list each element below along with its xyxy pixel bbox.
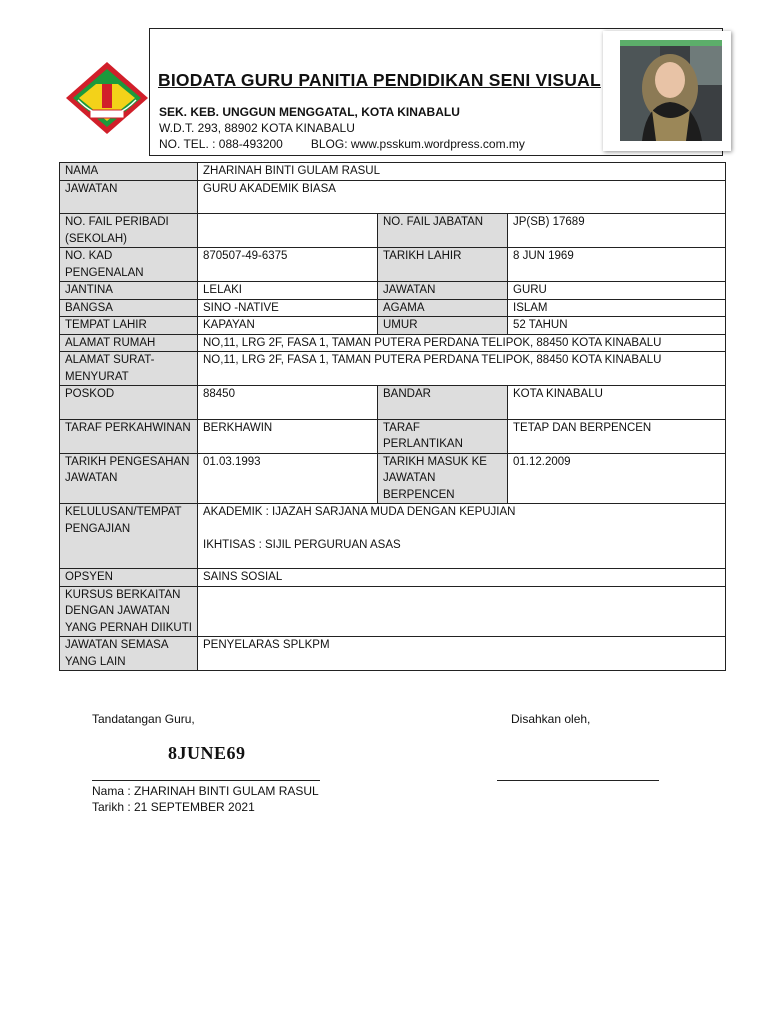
teacher-photo-frame bbox=[603, 31, 731, 151]
value-kad-pengenalan: 870507-49-6375 bbox=[198, 248, 378, 282]
table-row-opsyen bbox=[60, 569, 726, 587]
value-bangsa: SINO -NATIVE bbox=[198, 299, 378, 317]
table-row-tempat-lahir bbox=[60, 317, 726, 335]
table-row-kelulusan bbox=[60, 504, 726, 569]
biodata-table bbox=[59, 162, 726, 671]
school-blog: BLOG: www.psskum.wordpress.com.my bbox=[310, 137, 525, 151]
label-umur: UMUR bbox=[378, 317, 508, 335]
label-opsyen: OPSYEN bbox=[60, 569, 198, 587]
signature-date: Tarikh : 21 SEPTEMBER 2021 bbox=[92, 800, 255, 814]
label-kad-pengenalan: NO. KAD PENGENALAN bbox=[60, 248, 198, 282]
table-row-alamat-rumah bbox=[60, 334, 726, 352]
label-tarikh-pengesahan: TARIKH PENGESAHAN JAWATAN bbox=[60, 453, 198, 504]
label-kursus: KURSUS BERKAITAN DENGAN JAWATAN YANG PERNAH DIIKUTI bbox=[60, 586, 198, 637]
school-address: W.D.T. 293, 88902 KOTA KINABALU bbox=[159, 121, 355, 135]
value-fail-peribadi bbox=[198, 214, 378, 248]
value-tempat-lahir: KAPAYAN bbox=[198, 317, 378, 335]
label-jawatan-2: JAWATAN bbox=[378, 282, 508, 300]
value-jantina: LELAKI bbox=[198, 282, 378, 300]
value-poskod: 88450 bbox=[198, 386, 378, 420]
label-fail-peribadi: NO. FAIL PERIBADI (SEKOLAH) bbox=[60, 214, 198, 248]
teacher-signature-line bbox=[92, 780, 320, 781]
value-opsyen: SAINS SOSIAL bbox=[198, 569, 726, 587]
table-row-kursus bbox=[60, 586, 726, 637]
table-row-alamat-surat bbox=[60, 352, 726, 386]
label-poskod: POSKOD bbox=[60, 386, 198, 420]
table-row-bangsa bbox=[60, 299, 726, 317]
value-nama: ZHARINAH BINTI GULAM RASUL bbox=[198, 163, 726, 181]
table-row-tarikh bbox=[60, 453, 726, 504]
label-tarikh-masuk: TARIKH MASUK KE JAWATAN BERPENCEN bbox=[378, 453, 508, 504]
value-jawatan-lain: PENYELARAS SPLKPM bbox=[198, 637, 726, 671]
table-row-jantina bbox=[60, 282, 726, 300]
value-fail-jabatan: JP(SB) 17689 bbox=[508, 214, 726, 248]
verifier-signature-line bbox=[497, 780, 659, 781]
table-row-jawatan bbox=[60, 180, 726, 214]
label-fail-jabatan: NO. FAIL JABATAN bbox=[378, 214, 508, 248]
table-row-kad bbox=[60, 248, 726, 282]
value-kursus bbox=[198, 586, 726, 637]
value-tarikh-lahir: 8 JUN 1969 bbox=[508, 248, 726, 282]
label-tarikh-lahir: TARIKH LAHIR bbox=[378, 248, 508, 282]
value-taraf-perlantikan: TETAP DAN BERPENCEN bbox=[508, 419, 726, 453]
kelulusan-akademik: AKADEMIK : IJAZAH SARJANA MUDA DENGAN KEPUJIAN bbox=[203, 506, 516, 518]
label-jawatan-lain: JAWATAN SEMASA YANG LAIN bbox=[60, 637, 198, 671]
value-alamat-surat: NO,11, LRG 2F, FASA 1, TAMAN PUTERA PERDANA TELIPOK, 88450 KOTA KINABALU bbox=[198, 352, 726, 386]
label-alamat-rumah: ALAMAT RUMAH bbox=[60, 334, 198, 352]
value-kelulusan bbox=[198, 504, 726, 569]
table-row-jawatan-lain bbox=[60, 637, 726, 671]
label-tempat-lahir: TEMPAT LAHIR bbox=[60, 317, 198, 335]
label-taraf-perlantikan: TARAF PERLANTIKAN bbox=[378, 419, 508, 453]
value-bandar: KOTA KINABALU bbox=[508, 386, 726, 420]
label-taraf-perkahwinan: TARAF PERKAHWINAN bbox=[60, 419, 198, 453]
table-row-nama bbox=[60, 163, 726, 181]
label-bangsa: BANGSA bbox=[60, 299, 198, 317]
label-agama: AGAMA bbox=[378, 299, 508, 317]
value-taraf-perkahwinan: BERKHAWIN bbox=[198, 419, 378, 453]
teacher-signature-label: Tandatangan Guru, bbox=[92, 712, 195, 726]
teacher-photo bbox=[620, 40, 722, 141]
table-row-fail bbox=[60, 214, 726, 248]
value-alamat-rumah: NO,11, LRG 2F, FASA 1, TAMAN PUTERA PERDANA TELIPOK, 88450 KOTA KINABALU bbox=[198, 334, 726, 352]
school-phone: NO. TEL. : 088-493200 bbox=[159, 137, 283, 151]
label-jawatan: JAWATAN bbox=[60, 180, 198, 214]
label-alamat-surat: ALAMAT SURAT-MENYURAT bbox=[60, 352, 198, 386]
value-tarikh-pengesahan: 01.03.1993 bbox=[198, 453, 378, 504]
value-umur: 52 TAHUN bbox=[508, 317, 726, 335]
school-logo bbox=[64, 60, 150, 136]
label-jantina: JANTINA bbox=[60, 282, 198, 300]
value-jawatan-2: GURU bbox=[508, 282, 726, 300]
value-tarikh-masuk: 01.12.2009 bbox=[508, 453, 726, 504]
kelulusan-ikhtisas: IKHTISAS : SIJIL PERGURUAN ASAS bbox=[203, 538, 401, 551]
value-jawatan: GURU AKADEMIK BIASA bbox=[198, 180, 726, 214]
label-bandar: BANDAR bbox=[378, 386, 508, 420]
table-row-taraf bbox=[60, 419, 726, 453]
value-agama: ISLAM bbox=[508, 299, 726, 317]
contact-line bbox=[159, 137, 525, 151]
label-nama: NAMA bbox=[60, 163, 198, 181]
teacher-signature: 8JUNE69 bbox=[168, 743, 246, 763]
verified-by-label: Disahkan oleh, bbox=[511, 712, 591, 726]
label-kelulusan: KELULUSAN/TEMPAT PENGAJIAN bbox=[60, 504, 198, 569]
signatory-name: Nama : ZHARINAH BINTI GULAM RASUL bbox=[92, 784, 319, 798]
document-title: BIODATA GURU PANITIA PENDIDIKAN SENI VISUAL bbox=[158, 70, 601, 90]
school-name: SEK. KEB. UNGGUN MENGGATAL, KOTA KINABALU bbox=[159, 105, 460, 119]
table-row-poskod bbox=[60, 386, 726, 420]
